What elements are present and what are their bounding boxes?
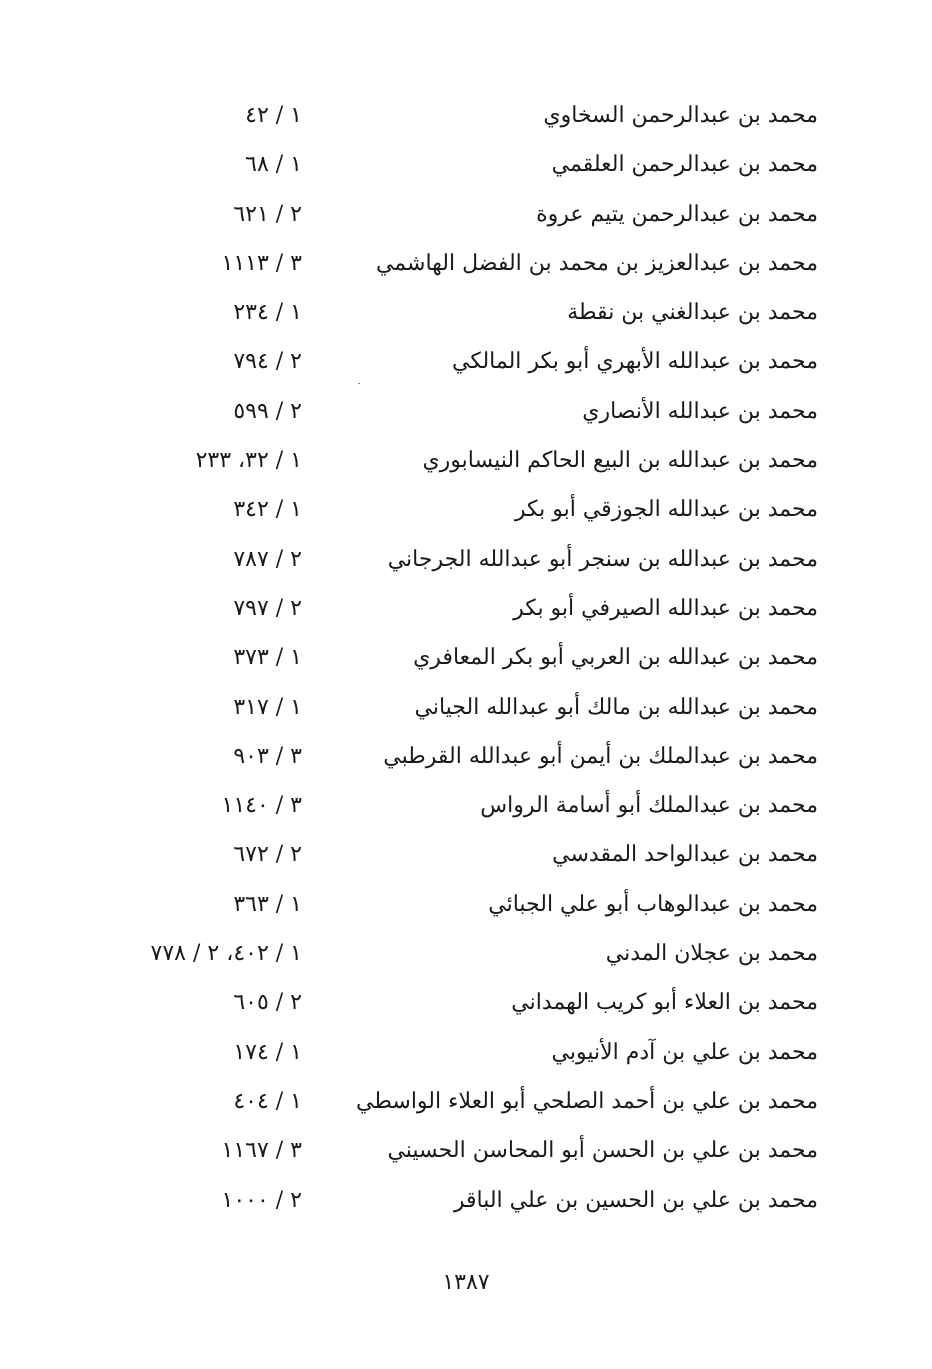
entry-name: محمد بن عبدالله الصيرفي أبو بكر — [513, 595, 818, 621]
entry-reference: ٢ / ٥٩٩ — [233, 398, 302, 424]
entry-name: محمد بن العلاء أبو كريب الهمداني — [511, 990, 818, 1016]
entry-name: محمد بن عبدالله بن العربي أبو بكر المعافري — [413, 645, 818, 671]
scan-speck — [358, 383, 360, 384]
entry-name: محمد بن عبدالرحمن العلقمي — [551, 152, 818, 178]
index-entry — [0, 880, 932, 929]
entry-name: محمد بن عبدالله الأبهري أبو بكر المالكي — [451, 349, 818, 375]
entry-reference: ٢ / ٧٩٤ — [233, 349, 302, 375]
entry-reference: ٢ / ٦٠٥ — [233, 990, 302, 1016]
entry-reference: ٣ / ١١١٣ — [221, 250, 302, 276]
entry-name: محمد بن عبدالله بن مالك أبو عبدالله الجياني — [414, 694, 818, 720]
index-entry — [0, 1176, 932, 1225]
entry-name: محمد بن علي بن الحسن أبو المحاسن الحسيني — [387, 1138, 818, 1164]
index-entry — [0, 288, 932, 337]
entry-reference: ١ / ٣٧٣ — [233, 645, 302, 671]
index-entry — [0, 485, 932, 534]
index-entry — [0, 633, 932, 682]
entry-reference: ٢ / ٦٢١ — [233, 201, 302, 227]
entry-name: محمد بن عبدالواحد المقدسي — [552, 842, 818, 868]
index-entry — [0, 1126, 932, 1175]
entry-name: محمد بن عبدالغني بن نقطة — [567, 300, 818, 326]
entry-name: محمد بن عجلان المدني — [605, 941, 818, 967]
index-entry — [0, 140, 932, 189]
page-number: ١٣٨٧ — [442, 1270, 490, 1295]
entry-reference: ٢ / ١٠٠٠ — [221, 1187, 302, 1213]
entry-reference: ١ / ٣٦٣ — [233, 891, 302, 917]
entry-reference: ١ / ٤٠٢، ٢ / ٧٧٨ — [150, 941, 302, 967]
entry-reference: ١ / ٤٠٤ — [233, 1088, 302, 1114]
index-entry — [0, 732, 932, 781]
index-entry — [0, 830, 932, 879]
entry-reference: ١ / ١٧٤ — [233, 1039, 302, 1065]
index-entry — [0, 1077, 932, 1126]
entry-name: محمد بن عبدالرحمن السخاوي — [543, 103, 818, 128]
index-entry — [0, 337, 932, 386]
entry-reference: ٣ / ١١٤٠ — [221, 793, 302, 819]
entry-reference: ١ / ٤٢ — [245, 103, 302, 128]
entry-reference: ١ / ٢٣٤ — [233, 300, 302, 326]
index-entry — [0, 535, 932, 584]
entry-reference: ٢ / ٧٨٧ — [233, 546, 302, 572]
entry-name: محمد بن علي بن آدم الأنيوبي — [551, 1039, 818, 1065]
entry-name: محمد بن عبدالملك أبو أسامة الرواس — [480, 793, 818, 819]
entry-name: محمد بن عبدالله بن البيع الحاكم النيسابوري — [422, 448, 818, 474]
index-entry — [0, 239, 932, 288]
index-entry-list — [0, 91, 932, 1225]
entry-reference: ٣ / ٩٠٣ — [233, 743, 302, 769]
entry-name: محمد بن عبدالوهاب أبو علي الجبائي — [488, 891, 818, 917]
entry-name: محمد بن عبدالعزيز بن محمد بن الفضل الهاشمي — [375, 250, 818, 276]
index-entry — [0, 978, 932, 1027]
index-entry — [0, 387, 932, 436]
index-entry — [0, 190, 932, 239]
entry-name: محمد بن عبدالله الأنصاري — [582, 398, 818, 424]
index-entry — [0, 584, 932, 633]
entry-reference: ١ / ٣٤٢ — [233, 497, 302, 523]
entry-name: محمد بن علي بن الحسين بن علي الباقر — [453, 1187, 818, 1213]
index-entry — [0, 1028, 932, 1077]
entry-name: محمد بن علي بن أحمد الصلحي أبو العلاء الواسطي — [356, 1088, 818, 1114]
entry-name: محمد بن عبدالملك بن أيمن أبو عبدالله القرطبي — [383, 743, 818, 769]
entry-reference: ١ / ٦٨ — [245, 152, 302, 178]
entry-name: محمد بن عبدالله بن سنجر أبو عبدالله الجرجاني — [387, 546, 818, 572]
entry-reference: ٢ / ٦٧٢ — [233, 842, 302, 868]
entry-reference: ١ / ٣٢، ٢٣٣ — [195, 448, 302, 474]
entry-reference: ١ / ٣١٧ — [233, 694, 302, 720]
entry-name: محمد بن عبدالرحمن يتيم عروة — [536, 201, 818, 227]
index-entry — [0, 683, 932, 732]
entry-reference: ٢ / ٧٩٧ — [233, 595, 302, 621]
index-entry — [0, 781, 932, 830]
entry-reference: ٣ / ١١٦٧ — [221, 1138, 302, 1164]
entry-name: محمد بن عبدالله الجوزقي أبو بكر — [514, 497, 818, 523]
index-entry — [0, 436, 932, 485]
index-entry — [0, 91, 932, 140]
index-entry — [0, 929, 932, 978]
